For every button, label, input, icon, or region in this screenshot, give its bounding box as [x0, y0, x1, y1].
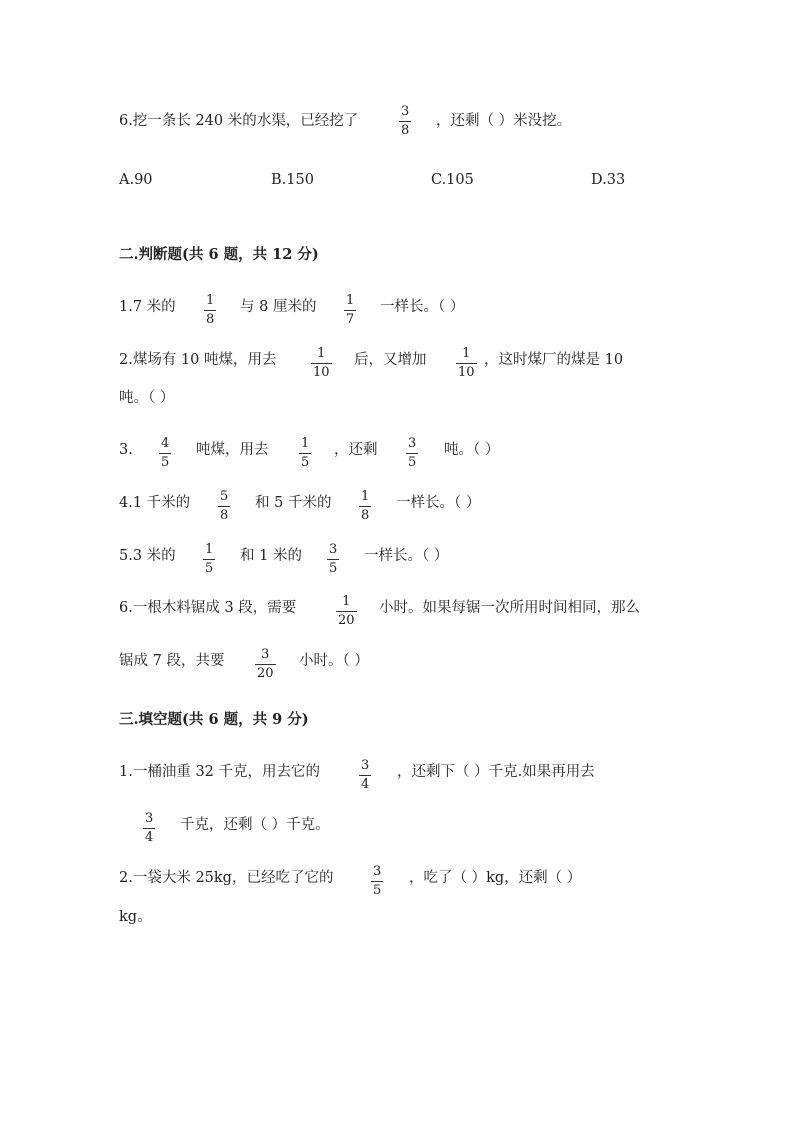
s2-item6-d: 小时。（ ） [299, 653, 369, 669]
s2-item1-b: 与 8 厘米的 [240, 299, 317, 315]
fraction-denominator: 8 [361, 508, 370, 523]
fraction-numerator: 3 [401, 104, 410, 119]
s2-item6-b: 小时。如果每锯一次所用时间相同，那么 [379, 600, 640, 616]
s2-item3-fraction2 [299, 436, 311, 470]
s2-item4-b: 和 5 千米的 [255, 495, 332, 511]
s3-item2-fraction1 [371, 864, 383, 898]
s2-item4-fraction1 [218, 489, 230, 523]
fraction-bar [204, 310, 216, 311]
fraction-denominator: 4 [361, 777, 370, 792]
fraction-bar [218, 506, 230, 507]
fraction-numerator: 1 [346, 293, 355, 308]
s2-item2-fraction1 [311, 346, 332, 380]
fraction-bar [203, 559, 215, 560]
fraction-numerator: 1 [206, 293, 215, 308]
s3-item2-c: kg。 [119, 909, 152, 925]
s2-item6-fraction2 [255, 647, 276, 681]
fraction-denominator: 8 [220, 508, 229, 523]
s2-item5-fraction2 [327, 542, 339, 576]
fraction-numerator: 1 [301, 436, 310, 451]
s2-item2-d: 吨。（ ） [119, 390, 175, 406]
fraction-denominator: 5 [301, 455, 310, 470]
s3-item2-b: ，吃了（ ）kg，还剩（ ） [409, 870, 582, 886]
fraction-denominator: 10 [458, 365, 475, 380]
fraction-bar [344, 310, 356, 311]
q6-fraction [399, 104, 411, 138]
option-c: C.105 [431, 172, 474, 188]
s2-item2-a: 2.煤场有 10 吨煤，用去 [119, 352, 277, 368]
s2-item4-c: 一样长。（ ） [396, 495, 481, 511]
s3-item1-b: ，还剩下（ ）千克.如果再用去 [397, 764, 595, 780]
s2-item3-fraction1 [159, 436, 171, 470]
s2-item4-fraction2 [359, 489, 371, 523]
s2-item1-a: 1.7 米的 [119, 299, 176, 315]
s2-item3-b: 吨煤，用去 [196, 442, 269, 458]
s2-item1-fraction1 [204, 293, 216, 327]
fraction-numerator: 1 [317, 346, 326, 361]
fraction-bar [406, 453, 418, 454]
s2-item6-fraction1 [336, 594, 357, 628]
q6-text-start: 6.挖一条长 240 米的水渠，已经挖了 [119, 113, 359, 129]
fraction-denominator: 8 [401, 123, 410, 138]
fraction-numerator: 3 [261, 647, 270, 662]
section3-heading: 三.填空题(共 6 题，共 9 分) [119, 711, 309, 728]
fraction-numerator: 3 [373, 864, 382, 879]
s3-item1-a: 1.一桶油重 32 千克，用去它的 [119, 764, 321, 780]
s2-item4-a: 4.1 千米的 [119, 495, 191, 511]
fraction-denominator: 5 [205, 561, 214, 576]
s2-item3-c: ，还剩 [334, 442, 378, 458]
fraction-bar [159, 453, 171, 454]
s3-item1-c: 千克，还剩（ ）千克。 [180, 817, 330, 833]
s2-item3-d: 吨。（ ） [444, 442, 500, 458]
fraction-denominator: 20 [257, 666, 274, 681]
s2-item3-fraction3 [406, 436, 418, 470]
s2-item6-c: 锯成 7 段，共要 [119, 653, 225, 669]
section2-heading: 二.判断题(共 6 题，共 12 分) [119, 246, 319, 263]
s2-item2-c: ，这时煤厂的煤是 10 [484, 352, 624, 368]
fraction-bar [371, 881, 383, 882]
fraction-denominator: 5 [373, 883, 382, 898]
fraction-bar [327, 559, 339, 560]
s3-item1-fraction1 [359, 758, 371, 792]
q6-text-end: ，还剩（ ）米没挖。 [436, 113, 572, 129]
fraction-bar [311, 363, 332, 364]
fraction-bar [299, 453, 311, 454]
s2-item5-a: 5.3 米的 [119, 548, 176, 564]
fraction-denominator: 4 [145, 830, 154, 845]
fraction-numerator: 1 [361, 489, 370, 504]
s2-item3-a: 3. [119, 442, 133, 458]
fraction-numerator: 3 [145, 811, 154, 826]
s2-item1-c: 一样长。（ ） [380, 299, 465, 315]
fraction-bar [143, 828, 155, 829]
fraction-denominator: 5 [408, 455, 417, 470]
fraction-numerator: 3 [408, 436, 417, 451]
fraction-numerator: 4 [161, 436, 170, 451]
option-d: D.33 [591, 172, 626, 188]
fraction-denominator: 7 [346, 312, 355, 327]
s2-item5-fraction1 [203, 542, 215, 576]
fraction-bar [359, 506, 371, 507]
fraction-numerator: 1 [205, 542, 214, 557]
s2-item1-fraction2 [344, 293, 356, 327]
fraction-denominator: 20 [338, 613, 355, 628]
fraction-bar [255, 664, 276, 665]
fraction-bar [456, 363, 477, 364]
fraction-numerator: 1 [462, 346, 471, 361]
fraction-numerator: 5 [220, 489, 229, 504]
fraction-denominator: 5 [329, 561, 338, 576]
s2-item2-fraction2 [456, 346, 477, 380]
option-a: A.90 [119, 172, 153, 188]
option-b: B.150 [271, 172, 314, 188]
fraction-bar [359, 775, 371, 776]
fraction-denominator: 10 [313, 365, 330, 380]
s2-item6-a: 6.一根木料锯成 3 段，需要 [119, 600, 297, 616]
fraction-bar [399, 121, 411, 122]
fraction-denominator: 5 [161, 455, 170, 470]
fraction-numerator: 3 [361, 758, 370, 773]
s2-item5-b: 和 1 米的 [240, 548, 302, 564]
s3-item1-fraction2 [143, 811, 155, 845]
fraction-denominator: 8 [206, 312, 215, 327]
s2-item2-b: 后，又增加 [354, 352, 427, 368]
s2-item5-c: 一样长。（ ） [364, 548, 449, 564]
s3-item2-a: 2.一袋大米 25kg，已经吃了它的 [119, 870, 334, 886]
fraction-bar [336, 611, 357, 612]
fraction-numerator: 1 [342, 594, 351, 609]
fraction-numerator: 3 [329, 542, 338, 557]
